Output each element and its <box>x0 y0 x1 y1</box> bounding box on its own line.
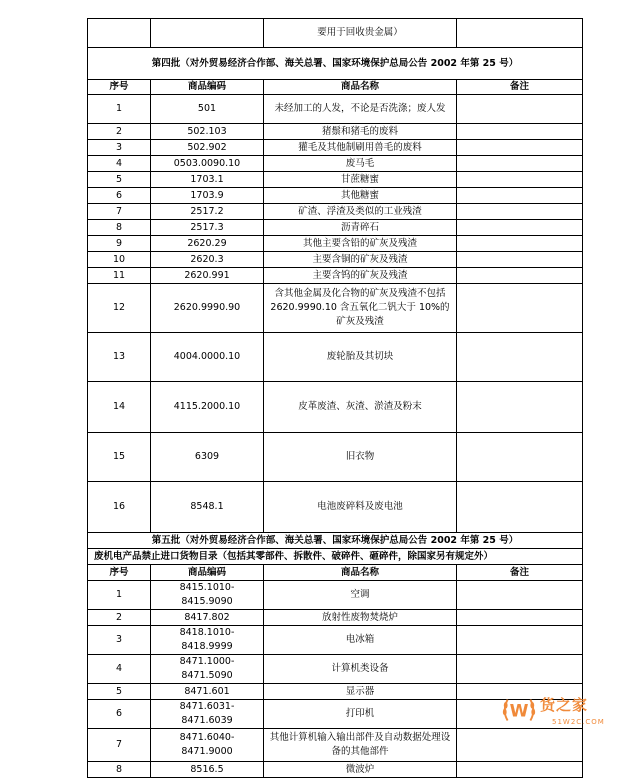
serial-number-cell: 11 <box>88 268 151 284</box>
remark-cell <box>457 172 583 188</box>
product-code-cell: 2517.2 <box>151 204 264 220</box>
cell-empty <box>151 19 264 48</box>
serial-number-cell: 14 <box>88 382 151 433</box>
product-name-cell: 废马毛 <box>264 156 457 172</box>
watermark <box>500 688 610 738</box>
remark-cell <box>457 156 583 172</box>
product-name-cell: 微波炉 <box>264 762 457 778</box>
serial-number-cell: 5 <box>88 684 151 700</box>
product-code-cell: 8415.1010-8415.9090 <box>151 581 264 610</box>
table-row <box>88 581 583 610</box>
table-row <box>88 220 583 236</box>
table-row <box>88 382 583 433</box>
serial-number-cell: 1 <box>88 581 151 610</box>
remark-cell <box>457 382 583 433</box>
remark-cell <box>457 204 583 220</box>
serial-number-cell: 9 <box>88 236 151 252</box>
column-header: 商品编码 <box>151 80 264 95</box>
remark-cell <box>457 762 583 778</box>
remark-cell <box>457 482 583 533</box>
table-row <box>88 268 583 284</box>
remark-cell <box>457 95 583 124</box>
table-row <box>88 124 583 140</box>
product-name-cell: 要用于回收贵金属） <box>264 19 457 48</box>
remark-cell <box>457 581 583 610</box>
remark-cell <box>457 268 583 284</box>
section-subtitle-row <box>88 549 583 565</box>
product-name-cell: 其他主要含铅的矿灰及残渣 <box>264 236 457 252</box>
serial-number-cell: 12 <box>88 284 151 333</box>
remark-cell <box>457 124 583 140</box>
remark-cell <box>457 252 583 268</box>
serial-number-cell: 4 <box>88 156 151 172</box>
product-name-cell: 矿渣、浮渣及类似的工业残渣 <box>264 204 457 220</box>
column-header: 备注 <box>457 80 583 95</box>
table-row <box>88 236 583 252</box>
product-code-cell: 501 <box>151 95 264 124</box>
table-row <box>88 19 583 48</box>
section-subtitle: 废机电产品禁止进口货物目录（包括其零部件、拆散件、破碎件、砸碎件，除国家另有规定外） <box>88 549 583 565</box>
product-name-cell: 计算机类设备 <box>264 655 457 684</box>
product-code-cell: 4004.0000.10 <box>151 333 264 382</box>
laurel-logo-icon <box>500 692 538 730</box>
header-row <box>88 565 583 581</box>
serial-number-cell: 3 <box>88 626 151 655</box>
table-row <box>88 172 583 188</box>
product-code-cell: 2620.3 <box>151 252 264 268</box>
serial-number-cell: 6 <box>88 700 151 729</box>
column-header: 商品编码 <box>151 565 264 581</box>
product-code-cell: 1703.9 <box>151 188 264 204</box>
remark-cell <box>457 610 583 626</box>
section-title-row <box>88 533 583 549</box>
table-row <box>88 252 583 268</box>
remark-cell <box>457 220 583 236</box>
product-code-cell: 0503.0090.10 <box>151 156 264 172</box>
product-code-cell: 2620.991 <box>151 268 264 284</box>
serial-number-cell: 16 <box>88 482 151 533</box>
serial-number-cell: 15 <box>88 433 151 482</box>
remark-cell <box>457 655 583 684</box>
product-code-cell: 8471.601 <box>151 684 264 700</box>
serial-number-cell: 2 <box>88 610 151 626</box>
column-header: 商品名称 <box>264 565 457 581</box>
product-name-cell: 沥青碎石 <box>264 220 457 236</box>
table-row <box>88 482 583 533</box>
serial-number-cell: 8 <box>88 762 151 778</box>
product-code-cell: 6309 <box>151 433 264 482</box>
product-code-cell: 8418.1010-8418.9999 <box>151 626 264 655</box>
product-name-cell: 电池废碎料及废电池 <box>264 482 457 533</box>
product-code-cell: 8471.6031-8471.6039 <box>151 700 264 729</box>
remark-cell <box>457 140 583 156</box>
column-header: 序号 <box>88 80 151 95</box>
product-name-cell: 旧衣物 <box>264 433 457 482</box>
table-row <box>88 156 583 172</box>
product-name-cell: 显示器 <box>264 684 457 700</box>
product-name-cell: 未经加工的人发，不论是否洗涤；废人发 <box>264 95 457 124</box>
serial-number-cell: 3 <box>88 140 151 156</box>
column-header: 备注 <box>457 565 583 581</box>
serial-number-cell: 5 <box>88 172 151 188</box>
watermark-brand: 货之家 <box>540 696 589 714</box>
column-header: 商品名称 <box>264 80 457 95</box>
remark-cell <box>457 236 583 252</box>
serial-number-cell: 8 <box>88 220 151 236</box>
remark-cell <box>457 284 583 333</box>
table-row <box>88 433 583 482</box>
product-code-cell: 8548.1 <box>151 482 264 533</box>
product-name-cell: 猪鬃和猪毛的废料 <box>264 124 457 140</box>
product-code-cell: 502.103 <box>151 124 264 140</box>
product-name-cell: 甘蔗糖蜜 <box>264 172 457 188</box>
table-row <box>88 284 583 333</box>
product-name-cell: 废轮胎及其切块 <box>264 333 457 382</box>
remark-cell <box>457 333 583 382</box>
product-name-cell: 其他计算机输入输出部件及自动数据处理设备的其他部件 <box>264 729 457 762</box>
product-code-cell: 8417.802 <box>151 610 264 626</box>
product-code-cell: 1703.1 <box>151 172 264 188</box>
waste-import-table <box>87 18 583 778</box>
product-code-cell: 2620.29 <box>151 236 264 252</box>
serial-number-cell: 1 <box>88 95 151 124</box>
product-name-cell: 其他糖蜜 <box>264 188 457 204</box>
section-title: 第五批（对外贸易经济合作部、海关总署、国家环境保护总局公告 2002 年第 25 号） <box>88 533 583 549</box>
column-header: 序号 <box>88 565 151 581</box>
product-code-cell: 4115.2000.10 <box>151 382 264 433</box>
product-name-cell: 獾毛及其他制刷用兽毛的废料 <box>264 140 457 156</box>
svg-text:W: W <box>509 701 529 722</box>
product-name-cell: 放射性废物焚烧炉 <box>264 610 457 626</box>
section-title: 第四批（对外贸易经济合作部、海关总署、国家环境保护总局公告 2002 年第 25 号） <box>88 48 583 80</box>
table-body <box>88 19 583 778</box>
cell-empty <box>88 19 151 48</box>
watermark-url: 51W2C.COM <box>552 718 605 726</box>
product-code-cell: 502.902 <box>151 140 264 156</box>
product-name-cell: 主要含钨的矿灰及残渣 <box>264 268 457 284</box>
serial-number-cell: 13 <box>88 333 151 382</box>
serial-number-cell: 7 <box>88 729 151 762</box>
product-code-cell: 2517.3 <box>151 220 264 236</box>
serial-number-cell: 7 <box>88 204 151 220</box>
table-row <box>88 655 583 684</box>
remark-cell <box>457 433 583 482</box>
serial-number-cell: 10 <box>88 252 151 268</box>
product-name-cell: 主要含铜的矿灰及残渣 <box>264 252 457 268</box>
product-code-cell: 2620.9990.90 <box>151 284 264 333</box>
table-row <box>88 140 583 156</box>
header-row <box>88 80 583 95</box>
remark-cell <box>457 19 583 48</box>
table-row <box>88 204 583 220</box>
table-row <box>88 610 583 626</box>
remark-cell <box>457 626 583 655</box>
remark-cell <box>457 188 583 204</box>
serial-number-cell: 4 <box>88 655 151 684</box>
serial-number-cell: 6 <box>88 188 151 204</box>
product-name-cell: 空调 <box>264 581 457 610</box>
table-row <box>88 188 583 204</box>
table-row <box>88 333 583 382</box>
product-name-cell: 含其他金属及化合物的矿灰及残渣不包括 2620.9990.10 含五氧化二钒大于 10%的矿灰及残渣 <box>264 284 457 333</box>
serial-number-cell: 2 <box>88 124 151 140</box>
product-code-cell: 8516.5 <box>151 762 264 778</box>
section-title-row <box>88 48 583 80</box>
table-row <box>88 95 583 124</box>
product-name-cell: 电冰箱 <box>264 626 457 655</box>
table-row <box>88 762 583 778</box>
product-name-cell: 打印机 <box>264 700 457 729</box>
product-name-cell: 皮革废渣、灰渣、淤渣及粉末 <box>264 382 457 433</box>
product-code-cell: 8471.6040-8471.9000 <box>151 729 264 762</box>
product-code-cell: 8471.1000-8471.5090 <box>151 655 264 684</box>
table-row <box>88 626 583 655</box>
